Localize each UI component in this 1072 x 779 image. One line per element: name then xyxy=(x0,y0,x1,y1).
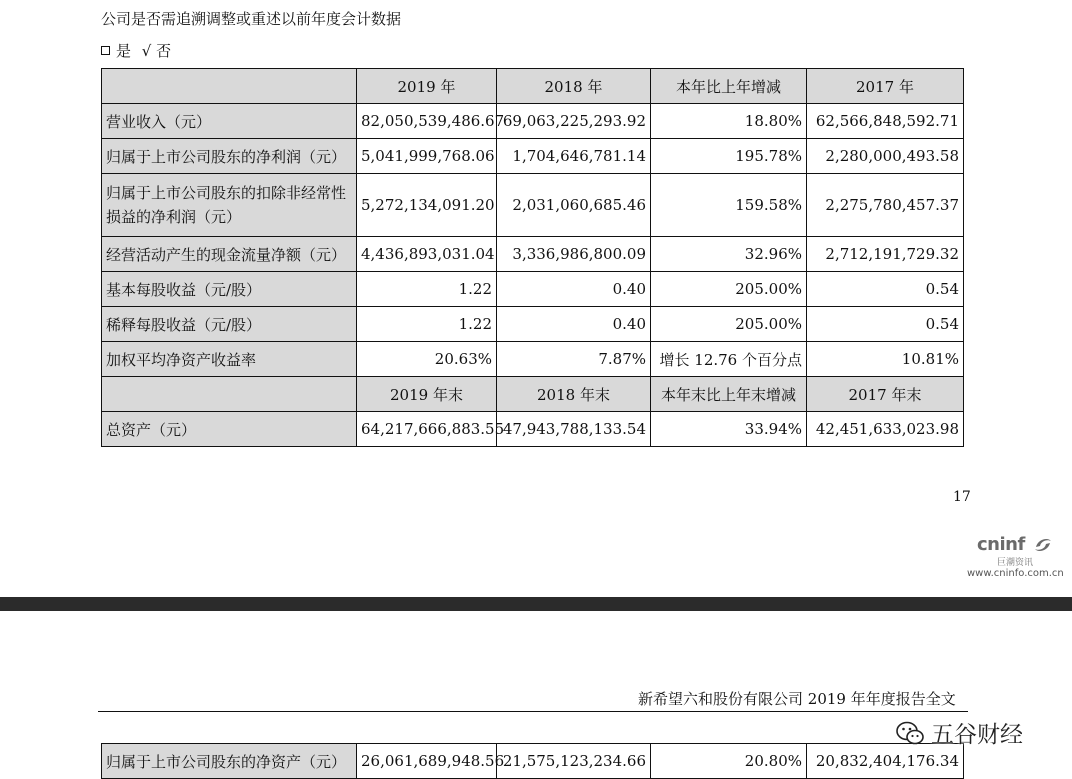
yes-label: 是 xyxy=(116,42,132,60)
value-2018: 0.40 xyxy=(497,272,651,307)
value-change: 205.00% xyxy=(651,272,807,307)
header-rule xyxy=(98,711,968,712)
wechat-icon xyxy=(895,720,925,746)
check-mark: √ xyxy=(141,42,152,60)
value-2019: 26,061,689,948.56 xyxy=(357,744,497,779)
value-2017: 42,451,633,023.98 xyxy=(807,412,964,447)
value-2018: 0.40 xyxy=(497,307,651,342)
row-label: 归属于上市公司股东的扣除非经常性损益的净利润（元） xyxy=(102,174,357,237)
logo-brand: cninf xyxy=(977,534,1025,555)
value-change: 20.80% xyxy=(651,744,807,779)
table-header-row xyxy=(102,69,964,104)
table-subheader-row xyxy=(102,377,964,412)
value-2019: 82,050,539,486.67 xyxy=(357,104,497,139)
row-label: 经营活动产生的现金流量净额（元） xyxy=(102,237,357,272)
value-2018: 21,575,123,234.66 xyxy=(497,744,651,779)
value-2018: 2,031,060,685.46 xyxy=(497,174,651,237)
table-row xyxy=(102,412,964,447)
value-change: 159.58% xyxy=(651,174,807,237)
table-row xyxy=(102,342,964,377)
table-row xyxy=(102,237,964,272)
wechat-watermark xyxy=(895,716,1023,749)
value-2019: 64,217,666,883.55 xyxy=(357,412,497,447)
value-2019: 5,041,999,768.06 xyxy=(357,139,497,174)
watermark-text: 五谷财经 xyxy=(931,722,1023,748)
row-label: 总资产（元） xyxy=(102,412,357,447)
value-change: 32.96% xyxy=(651,237,807,272)
row-label: 稀释每股收益（元/股） xyxy=(102,307,357,342)
table-row xyxy=(102,104,964,139)
cninfo-logo xyxy=(967,533,1064,583)
value-2019: 5,272,134,091.20 xyxy=(357,174,497,237)
page-number: 17 xyxy=(953,489,971,505)
logo-chinese: 巨潮资讯 xyxy=(997,558,1034,568)
logo-url: www.cninfo.com.cn xyxy=(967,568,1064,579)
table-row xyxy=(102,272,964,307)
header-cell: 2018 年末 xyxy=(497,377,651,412)
value-2019: 1.22 xyxy=(357,307,497,342)
value-2018: 3,336,986,800.09 xyxy=(497,237,651,272)
question-title: 公司是否需追溯调整或重述以前年度会计数据 xyxy=(101,10,402,28)
value-change: 195.78% xyxy=(651,139,807,174)
value-2018: 7.87% xyxy=(497,342,651,377)
value-change: 增长 12.76 个百分点 xyxy=(651,342,807,377)
row-label: 加权平均净资产收益率 xyxy=(102,342,357,377)
swirl-icon xyxy=(1033,536,1053,554)
header-cell: 本年比上年增减 xyxy=(651,69,807,104)
value-2017: 20,832,404,176.34 xyxy=(807,744,964,779)
header-cell: 2019 年末 xyxy=(357,377,497,412)
value-2018: 69,063,225,293.92 xyxy=(497,104,651,139)
header-cell xyxy=(102,69,357,104)
row-label: 归属于上市公司股东的净利润（元） xyxy=(102,139,357,174)
value-2019: 1.22 xyxy=(357,272,497,307)
value-change: 18.80% xyxy=(651,104,807,139)
no-label: 否 xyxy=(156,42,172,60)
value-change: 205.00% xyxy=(651,307,807,342)
accounting-data-table xyxy=(101,68,964,447)
table-row xyxy=(102,139,964,174)
value-2019: 4,436,893,031.04 xyxy=(357,237,497,272)
row-label: 归属于上市公司股东的净资产（元） xyxy=(102,744,357,779)
header-cell: 2017 年末 xyxy=(807,377,964,412)
table-row xyxy=(102,307,964,342)
restatement-choice xyxy=(101,40,171,61)
value-2018: 1,704,646,781.14 xyxy=(497,139,651,174)
table-row xyxy=(102,744,964,779)
header-cell: 2017 年 xyxy=(807,69,964,104)
value-2017: 0.54 xyxy=(807,307,964,342)
net-assets-table xyxy=(101,743,964,779)
value-2017: 10.81% xyxy=(807,342,964,377)
row-label: 基本每股收益（元/股） xyxy=(102,272,357,307)
header-cell: 本年末比上年末增减 xyxy=(651,377,807,412)
value-2017: 62,566,848,592.71 xyxy=(807,104,964,139)
page-break-bar xyxy=(0,597,1072,611)
header-cell xyxy=(102,377,357,412)
value-change: 33.94% xyxy=(651,412,807,447)
header-cell: 2019 年 xyxy=(357,69,497,104)
value-2017: 2,280,000,493.58 xyxy=(807,139,964,174)
value-2017: 0.54 xyxy=(807,272,964,307)
header-cell: 2018 年 xyxy=(497,69,651,104)
value-2017: 2,712,191,729.32 xyxy=(807,237,964,272)
value-2019: 20.63% xyxy=(357,342,497,377)
table-row xyxy=(102,174,964,237)
checkbox-yes xyxy=(101,46,110,55)
value-2018: 47,943,788,133.54 xyxy=(497,412,651,447)
value-2017: 2,275,780,457.37 xyxy=(807,174,964,237)
row-label: 营业收入（元） xyxy=(102,104,357,139)
page-header: 新希望六和股份有限公司 2019 年年度报告全文 xyxy=(638,690,956,708)
